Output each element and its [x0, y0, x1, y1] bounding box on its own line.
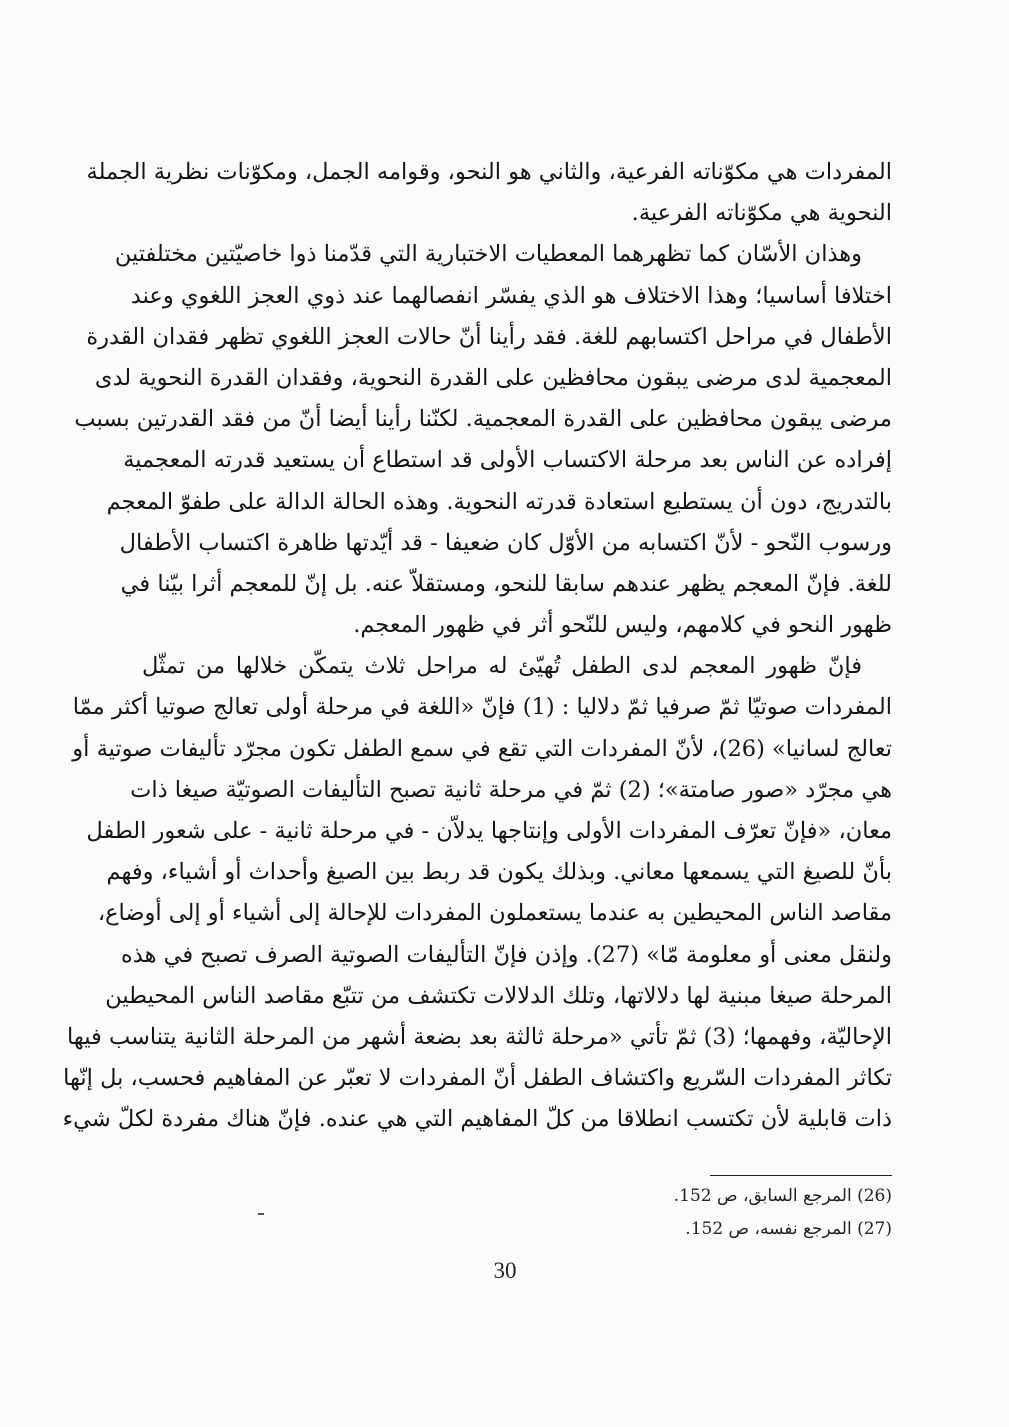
text-line: ظهور النحو في كلامهم، وليس للنّحو أثر في ظهور المعجم.	[353, 612, 892, 639]
footnote-separator	[710, 1175, 892, 1176]
text-line: إفراده عن الناس بعد مرحلة الاكتساب الأولى قد استطاع أن يستعيد قدرته المعجمية	[123, 447, 892, 474]
text-line: تكاثر المفردات السّريع واكتشاف الطفل أنّ المفردات لا تعبّر عن المفاهيم فحسب، بل إنّها	[63, 1065, 892, 1092]
text-line: المفردات صوتيّا ثمّ صرفيا ثمّ دلاليا : (1) فإنّ «اللغة في مرحلة أولى تعالج صوتيا أكثر ممّا	[72, 694, 892, 721]
text-line: الأطفال في مراحل اكتسابهم للغة. فقد رأينا أنّ حالات العجز اللغوي تظهر فقدان القدرة	[86, 323, 892, 350]
text-line: للغة. فإنّ المعجم يظهر عندهم سابقا للنحو، ومستقلاّ عنه. بل إنّ للمعجم أثرا بيّنا في	[120, 570, 892, 597]
text-line: مرضى يبقون محافظين على القدرة المعجمية. لكنّنا رأينا أيضا أنّ من فقد القدرتين بسبب	[74, 406, 892, 433]
footnotes	[560, 1180, 892, 1246]
text-line: مقاصد الناس المحيطين به عندما يستعملون المفردات للإحالة إلى أشياء أو إلى أوضاع،	[97, 900, 892, 927]
text-line: بالتدريج، دون أن يستطيع استعادة قدرته النحوية. وهذه الحالة الدالة على طفوّ المعجم	[106, 488, 892, 515]
text-line: فإنّ ظهور المعجم لدى الطفل تُهيّئ له مراحل ثلاث يتمكّن خلالها من تمثّل	[142, 653, 862, 680]
text-line: المفردات هي مكوّناته الفرعية، والثاني هو النحو، وقوامه الجمل، ومكوّنات نظرية الجملة	[86, 159, 892, 185]
text-line: ذات قابلية لأن تكتسب انطلاقا من كلّ المفاهيم التي هي عنده. فإنّ هناك مفردة لكلّ شيء	[62, 1106, 892, 1133]
text-line: معان، «فإنّ تعرّف المفردات الأولى وإنتاجها يدلاّن - في مرحلة ثانية - على شعور الطفل	[86, 818, 892, 844]
text-line: اختلافا أساسيا؛ وهذا الاختلاف هو الذي يفسّر انفصالهما عند ذوي العجز اللغوي وعند	[130, 282, 892, 309]
body-text	[62, 152, 892, 1141]
scan-speck	[258, 1213, 264, 1215]
text-line: ورسوب النّحو - لأنّ اكتسابه من الأوّل كان ضعيفا - قد أيّدتها ظاهرة اكتساب الأطفال	[119, 529, 892, 556]
text-line: وهذان الأسّان كما تظهرهما المعطيات الاختبارية التي قدّمنا ذوا خاصيّتين مختلفتين	[114, 241, 862, 268]
text-line: ولنقل معنى أو معلومة مّا» (27). وإذن فإنّ التأليفات الصوتية الصرف تصبح في هذه	[121, 941, 892, 968]
text-line: بأنّ للصيغ التي يسمعها معاني. وبذلك يكون قد ربط بين الصيغ وأحداث أو أشياء، وفهم	[106, 859, 892, 886]
page-number: 30	[493, 1258, 517, 1283]
text-line: النحوية هي مكوّناته الفرعية.	[631, 200, 892, 227]
text-line: هي مجرّد «صور صامتة»؛ (2) ثمّ في مرحلة ثانية تصبح التأليفات الصوتيّة صيغا ذات	[130, 776, 892, 803]
text-line: المعجمية لدى مرضى يبقون محافظين على القدرة النحوية، وفقدان القدرة النحوية لدى	[94, 364, 892, 391]
text-line: المرحلة صيغا مبنية لها دلالاتها، وتلك الدلالات تكتشف من تتبّع مقاصد الناس المحيطين	[105, 982, 892, 1009]
footnote-27: (27) المرجع نفسه، ص 152.	[685, 1219, 892, 1239]
text-line: تعالج لسانيا» (26)، لأنّ المفردات التي تقع في سمع الطفل تكون مجرّد تأليفات صوتية أو	[72, 735, 892, 762]
text-line: الإحاليّة، وفهمها؛ (3) ثمّ تأتي «مرحلة ثالثة بعد بضعة أشهر من المرحلة الثانية يتناسب فيها	[67, 1023, 892, 1050]
footnote-26: (26) المرجع السابق، ص 152.	[673, 1186, 892, 1206]
